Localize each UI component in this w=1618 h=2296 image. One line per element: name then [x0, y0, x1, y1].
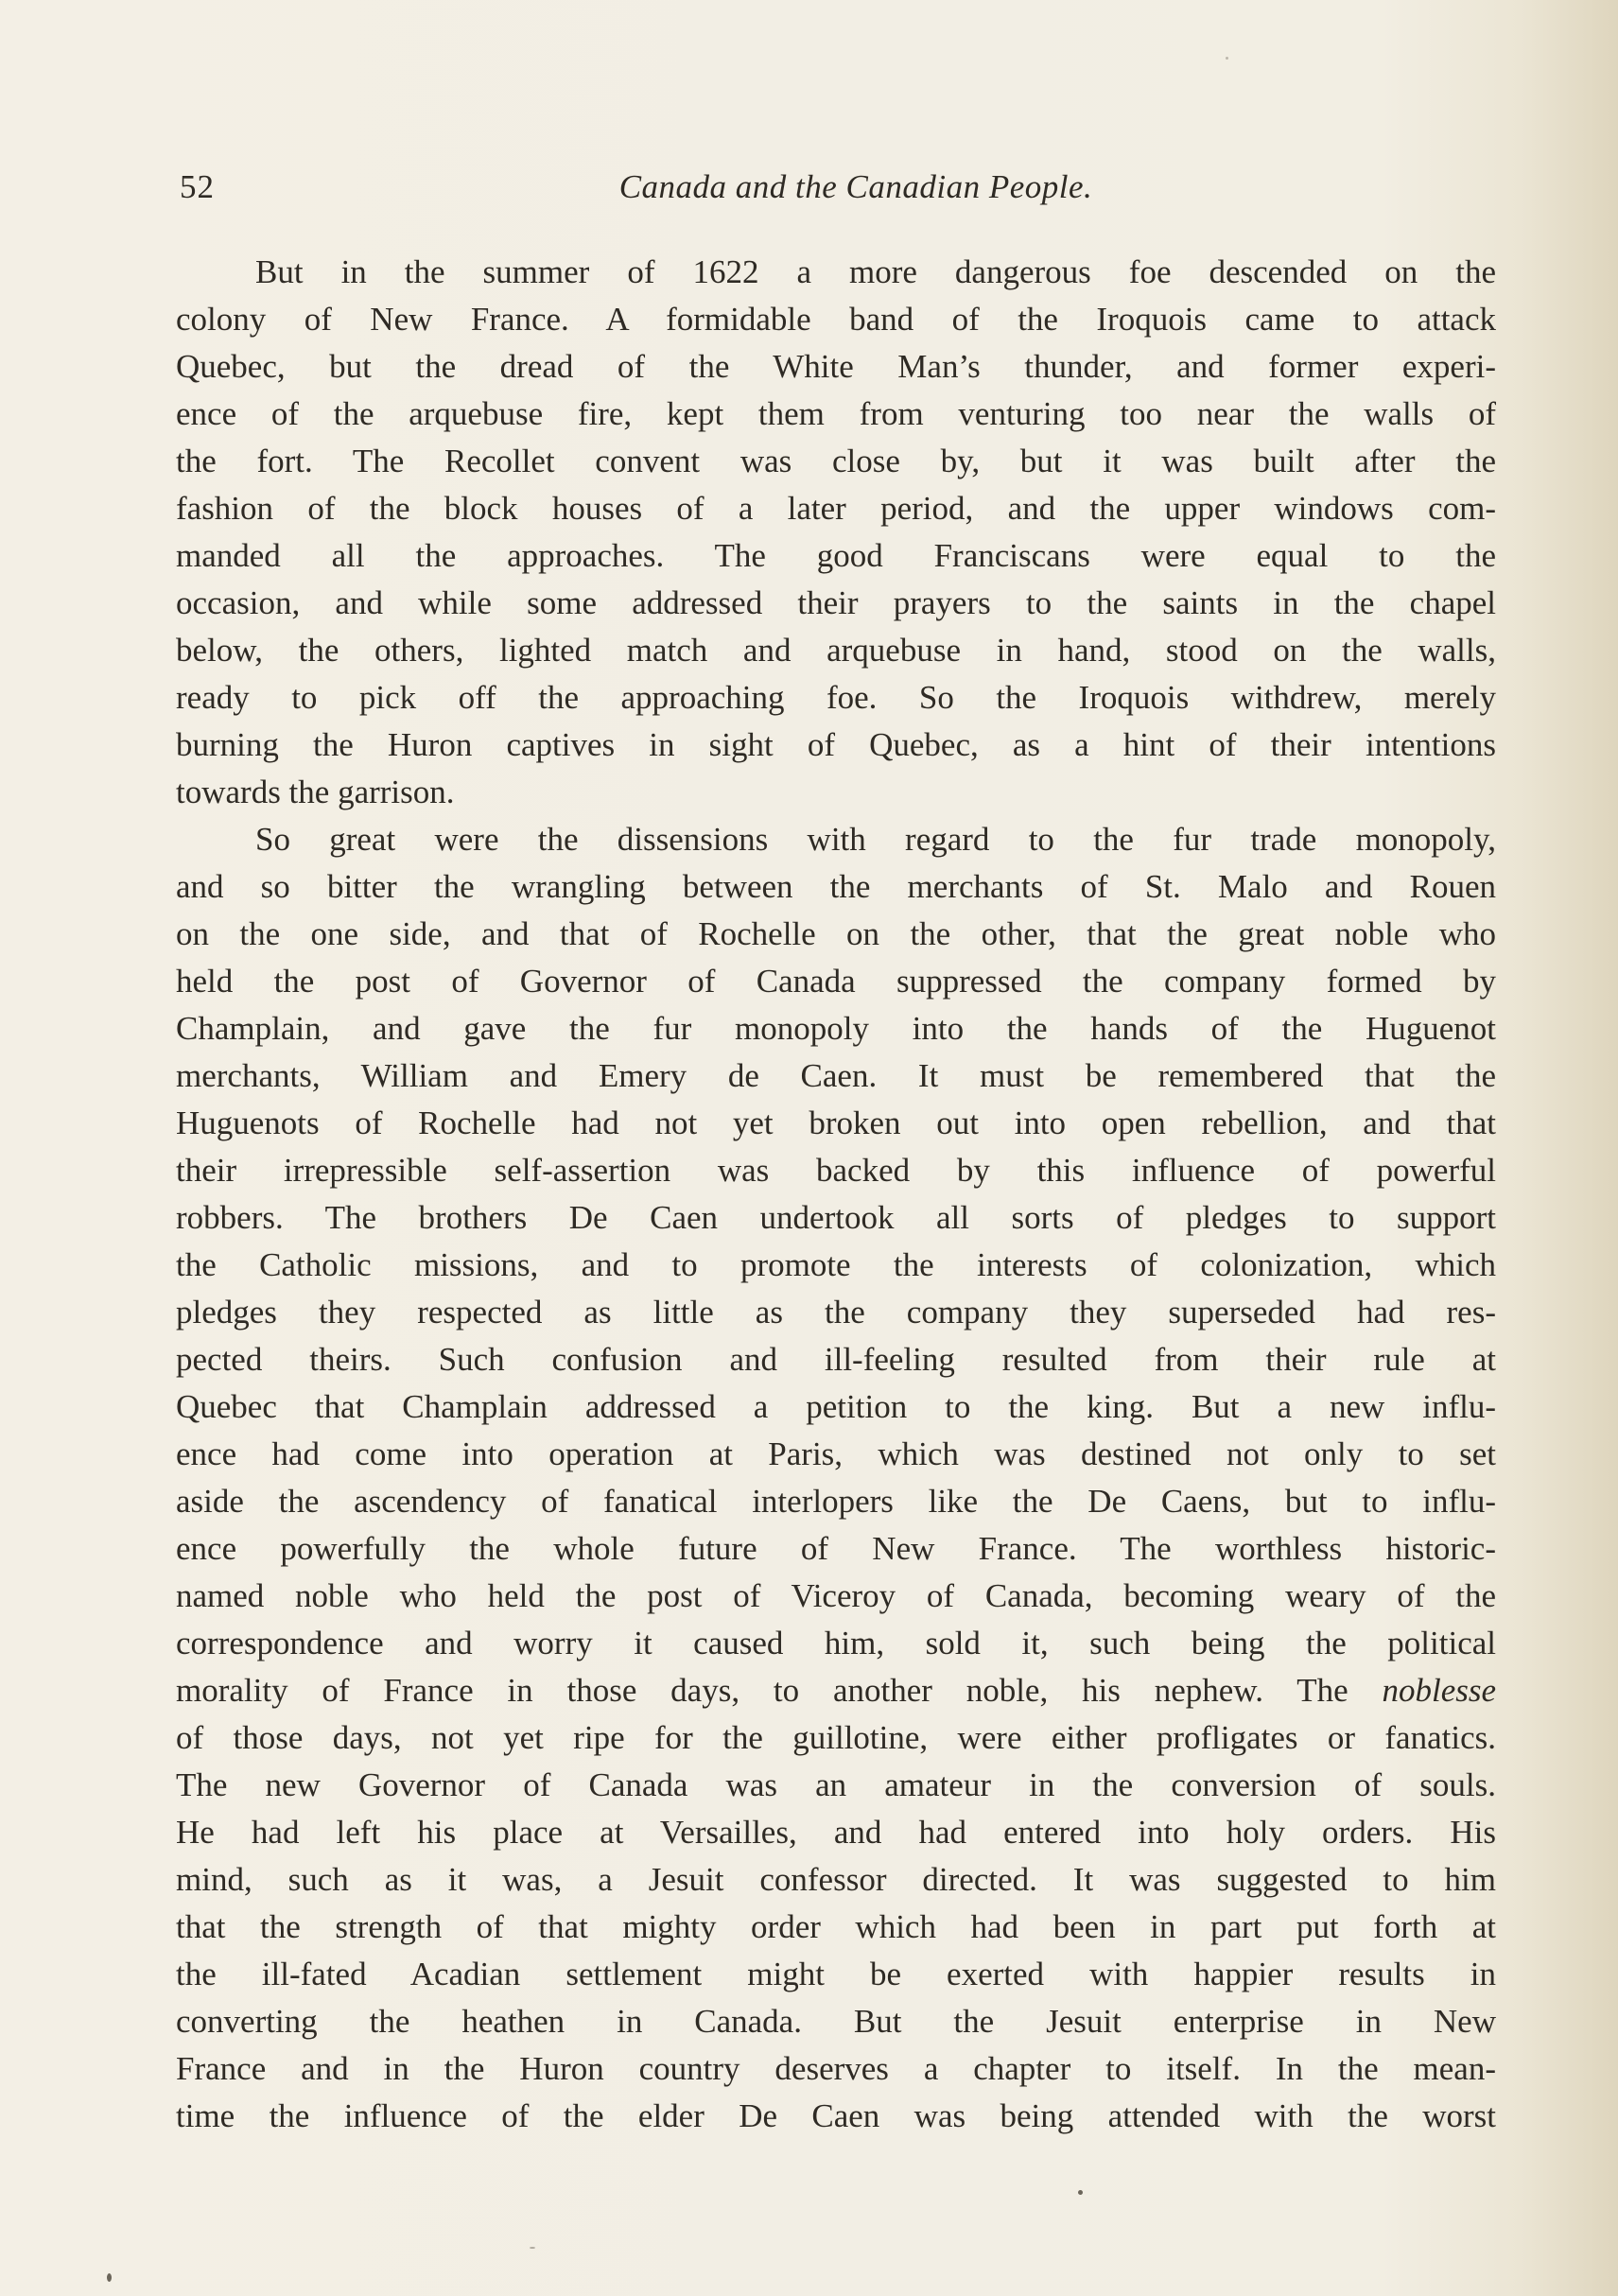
- text-line: He had left his place at Versailles, and had entered into holy orders. His: [176, 1814, 1496, 1851]
- paper-speck: [107, 2273, 112, 2282]
- body-text: [176, 249, 1496, 2140]
- text-line: and so bitter the wrangling between the merchants of St. Malo and Rouen: [176, 868, 1496, 905]
- text-line: aside the ascendency of fanatical interlopers like the De Caens, but to influ-: [176, 1483, 1496, 1520]
- text-line: ence powerfully the whole future of New France. The worthless historic-: [176, 1530, 1496, 1567]
- text-line: their irrepressible self-assertion was backed by this influence of powerful: [176, 1152, 1496, 1189]
- running-head: [180, 168, 1494, 216]
- text-line-with-italic: [176, 1667, 1496, 1714]
- text-line: Huguenots of Rochelle had not yet broken out into open rebellion, and that: [176, 1105, 1496, 1141]
- text-line: But in the summer of 1622 a more dangerous foe descended on the: [255, 253, 1496, 290]
- text-line: merchants, William and Emery de Caen. It must be remembered that the: [176, 1057, 1496, 1094]
- text-line: the fort. The Recollet convent was close by, but it was built after the: [176, 443, 1496, 479]
- text-line: held the post of Governor of Canada suppressed the company formed by: [176, 963, 1496, 1000]
- paper-speck: [1226, 57, 1228, 60]
- text-line: robbers. The brothers De Caen undertook all sorts of pledges to support: [176, 1199, 1496, 1236]
- text-line: ence had come into operation at Paris, which was destined not only to set: [176, 1435, 1496, 1472]
- text-line: towards the garrison.: [176, 774, 455, 810]
- text-line: fashion of the block houses of a later period, and the upper windows com-: [176, 490, 1496, 527]
- text-line: ence of the arquebuse fire, kept them from venturing too near the walls of: [176, 395, 1496, 432]
- text-line: So great were the dissensions with regard to the fur trade monopoly,: [255, 821, 1496, 858]
- text-line: The new Governor of Canada was an amateur in the conversion of souls.: [176, 1766, 1496, 1803]
- text-line: the Catholic missions, and to promote the interests of colonization, which: [176, 1246, 1496, 1283]
- text-line: converting the heathen in Canada. But the Jesuit enterprise in New: [176, 2003, 1496, 2040]
- text-line: mind, such as it was, a Jesuit confessor directed. It was suggested to him: [176, 1861, 1496, 1898]
- text-line: Quebec that Champlain addressed a petition to the king. But a new influ-: [176, 1388, 1496, 1425]
- text-line: the ill-fated Acadian settlement might be exerted with happier results in: [176, 1956, 1496, 1992]
- text-line-start: morality of France in those days, to another noble, his nephew. The: [176, 1672, 1348, 1709]
- text-line: Quebec, but the dread of the White Man’s thunder, and former experi-: [176, 348, 1496, 385]
- paper-speck: [1078, 2190, 1083, 2195]
- text-line: below, the others, lighted match and arquebuse in hand, stood on the walls,: [176, 632, 1496, 669]
- text-line: Champlain, and gave the fur monopoly into the hands of the Huguenot: [176, 1010, 1496, 1047]
- page-number: 52: [180, 168, 215, 205]
- text-line: manded all the approaches. The good Franciscans were equal to the: [176, 537, 1496, 574]
- text-line: time the influence of the elder De Caen was being attended with the worst: [176, 2097, 1496, 2134]
- text-line: correspondence and worry it caused him, sold it, such being the political: [176, 1625, 1496, 1661]
- text-line: occasion, and while some addressed their prayers to the saints in the chapel: [176, 584, 1496, 621]
- text-line: colony of New France. A formidable band of the Iroquois came to attack: [176, 301, 1496, 338]
- text-line: ready to pick off the approaching foe. So the Iroquois withdrew, merely: [176, 679, 1496, 716]
- paper-speck: [530, 2247, 535, 2249]
- text-line: pected theirs. Such confusion and ill-feeling resulted from their rule at: [176, 1341, 1496, 1378]
- running-title: Canada and the Canadian People.: [618, 168, 1093, 205]
- text-line: named noble who held the post of Viceroy of Canada, becoming weary of the: [176, 1577, 1496, 1614]
- text-line: pledges they respected as little as the company they superseded had res-: [176, 1294, 1496, 1331]
- text-line: of those days, not yet ripe for the guillotine, were either profligates or fanatics.: [176, 1719, 1496, 1756]
- italic-word: noblesse: [1382, 1672, 1496, 1709]
- text-line: burning the Huron captives in sight of Quebec, as a hint of their intentions: [176, 726, 1496, 763]
- text-line: on the one side, and that of Rochelle on the other, that the great noble who: [176, 915, 1496, 952]
- text-line: France and in the Huron country deserves a chapter to itself. In the mean-: [176, 2050, 1496, 2087]
- text-line: that the strength of that mighty order which had been in part put forth at: [176, 1908, 1496, 1945]
